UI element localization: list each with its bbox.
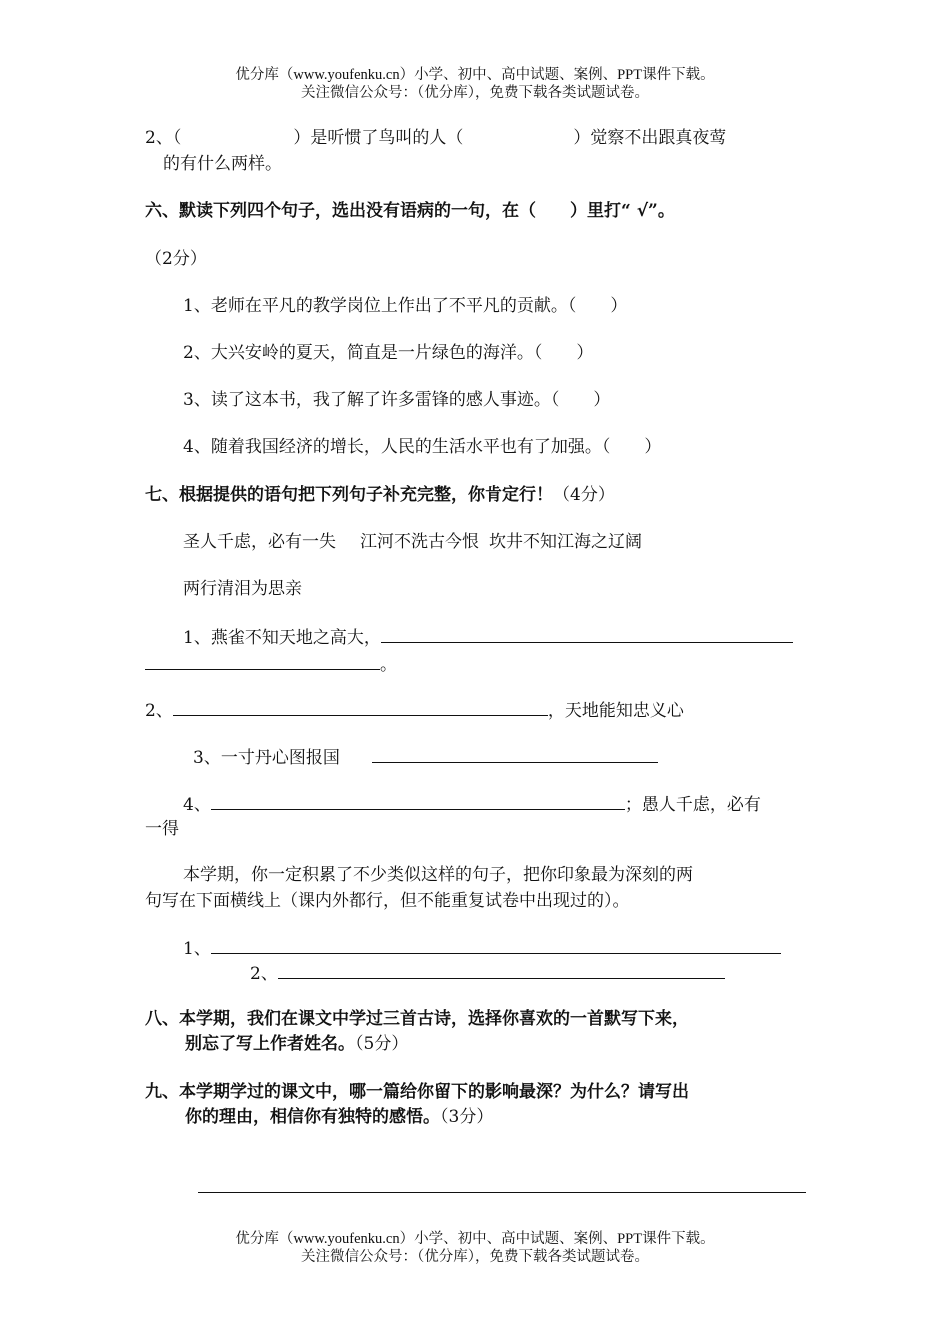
- section-6-item-4: 4、随着我国经济的增长，人民的生活水平也有了加强。（ ）: [183, 437, 662, 457]
- section-7-score: （4分）: [553, 485, 615, 505]
- section-8-title-1: 八、本学期，我们在课文中学过三首古诗，选择你喜欢的一首默写下来，: [145, 1009, 689, 1029]
- section-6-title: [145, 200, 675, 222]
- section-9-score: （3分）: [440, 1107, 494, 1127]
- section-6-item-1: 1、老师在平凡的教学岗位上作出了不平凡的贡献。（ ）: [183, 296, 628, 316]
- q5-item-2-part-b: ）是听惯了鸟叫的人（: [293, 128, 464, 148]
- section-7-item-2-text: ，天地能知忠义心: [547, 701, 684, 721]
- section-7-free-line-2: [250, 961, 725, 985]
- q5-item-2-wrap: 的有什么两样。: [163, 154, 282, 174]
- answer-line-4[interactable]: [211, 792, 625, 810]
- footer-line-2: 关注微信公众号：（优分库），免费下载各类试题试卷。: [301, 1249, 649, 1265]
- section-9-title-1: 九、本学期学过的课文中，哪一篇给你留下的影响最深？为什么？请写出: [145, 1082, 689, 1102]
- header-line-2: 关注微信公众号：（优分库），免费下载各类试题试卷。: [301, 85, 649, 101]
- section-7-item-4-wrap: 一得: [145, 819, 179, 839]
- section-7-option-d: 两行清泪为思亲: [183, 579, 302, 599]
- section-7-item-1: [183, 625, 793, 649]
- answer-line-section-9[interactable]: [198, 1192, 806, 1193]
- free-line-1-label: 1、: [183, 939, 211, 959]
- section-9-title-2: [185, 1106, 493, 1128]
- answer-line-3[interactable]: [372, 745, 658, 763]
- section-6-title-end: ”。: [648, 201, 675, 221]
- section-7-options: [183, 531, 642, 553]
- footer-line-1: 优分库（www.youfenku.cn）小学、初中、高中试题、案例、PPT课件下载。: [235, 1231, 715, 1247]
- section-7-item-3-text: 3、一寸丹心图报国: [193, 748, 340, 768]
- section-7-title-text: 七、根据提供的语句把下列句子补充完整，你肯定行！: [145, 485, 553, 505]
- q5-item-2-part-a: 2、（: [145, 128, 182, 148]
- free-line-2-label: 2、: [250, 964, 278, 984]
- section-7-item-1-end: 。: [380, 655, 397, 675]
- answer-line-1[interactable]: [381, 625, 793, 643]
- answer-line-free-2[interactable]: [278, 961, 725, 979]
- answer-line-1b[interactable]: [145, 652, 380, 670]
- section-7-item-2-num: 2、: [145, 701, 173, 721]
- header-line-1: 优分库（www.youfenku.cn）小学、初中、高中试题、案例、PPT课件下载。: [235, 67, 715, 83]
- section-6-title-text: 六、默读下列四个句子，选出没有语病的一句，在（ ）里打“: [145, 201, 631, 221]
- option-b: 江河不洗古今恨: [360, 532, 479, 552]
- q5-item-2-part-c: ）觉察不出跟真夜莺: [573, 128, 727, 148]
- section-7-item-4-text: ；愚人千虑，必有: [624, 795, 761, 815]
- section-7-item-3: [193, 745, 658, 769]
- section-7-free-line-1: [183, 936, 781, 960]
- section-7-item-1-wrap: [145, 652, 397, 676]
- section-9-title-2-text: 你的理由，相信你有独特的感悟。: [185, 1107, 440, 1127]
- option-c: 坎井不知江海之辽阔: [489, 532, 642, 552]
- section-7-title: [145, 484, 615, 506]
- answer-line-2[interactable]: [173, 698, 548, 716]
- section-7-item-4: [183, 792, 761, 816]
- option-a: 圣人千虑，必有一失: [183, 532, 336, 552]
- section-7-item-1-text: 1、燕雀不知天地之高大，: [183, 628, 381, 648]
- section-7-paragraph-1: 本学期，你一定积累了不少类似这样的句子，把你印象最为深刻的两: [183, 865, 693, 885]
- section-8-title-2-text: 别忘了写上作者姓名。: [185, 1034, 355, 1054]
- check-mark-icon: √: [636, 201, 649, 221]
- section-8-score: （5分）: [355, 1034, 409, 1054]
- section-6-item-3: 3、读了这本书，我了解了许多雷锋的感人事迹。（ ）: [183, 390, 611, 410]
- section-8-title-2: [185, 1033, 408, 1055]
- section-7-item-2: [145, 698, 684, 722]
- answer-line-free-1[interactable]: [211, 936, 781, 954]
- section-7-paragraph-2: 句写在下面横线上（课内外都行，但不能重复试卷中出现过的）。: [145, 891, 630, 911]
- section-7-item-4-num: 4、: [183, 795, 211, 815]
- section-6-score: （2分）: [145, 249, 207, 269]
- q5-item-2: [145, 127, 726, 149]
- section-6-item-2: 2、大兴安岭的夏天，简直是一片绿色的海洋。（ ）: [183, 343, 594, 363]
